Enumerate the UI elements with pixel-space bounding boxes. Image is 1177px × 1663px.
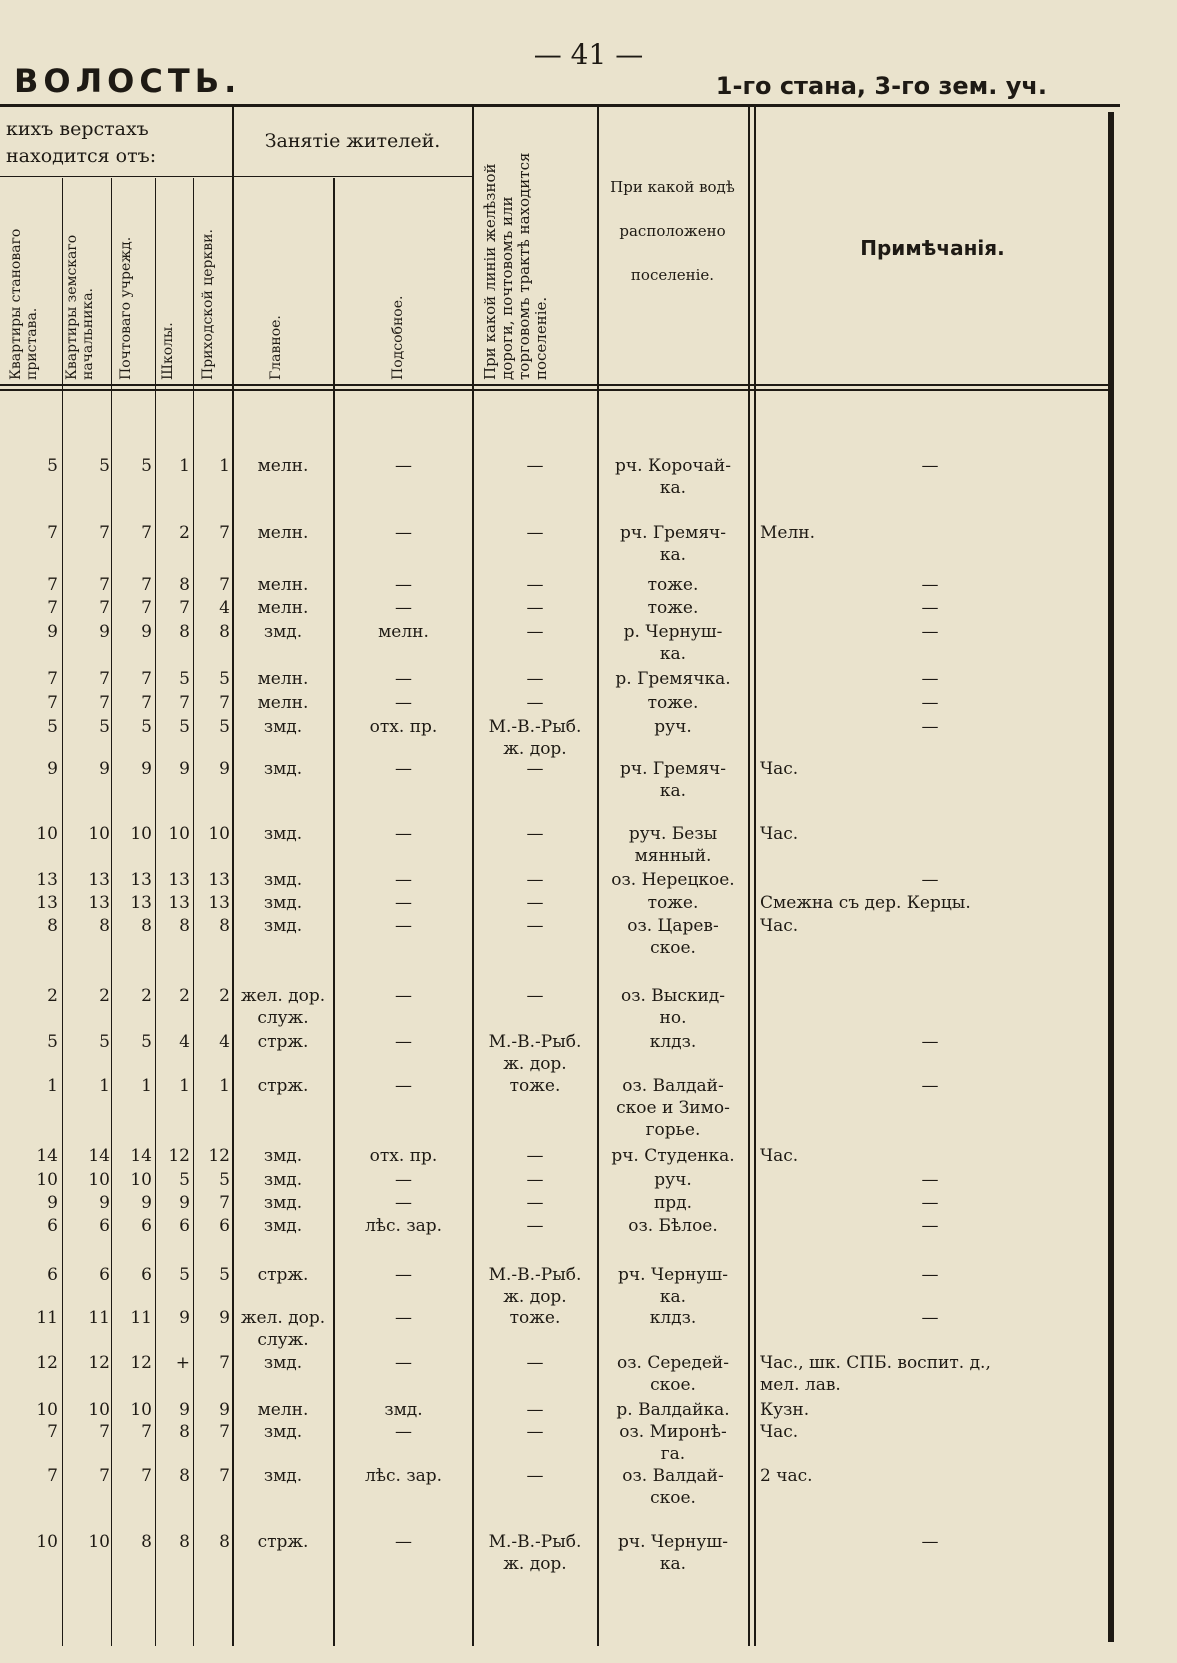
notes-column-header: Примѣчанія.: [860, 236, 1005, 260]
water-cell: оз. Миронѣ- га.: [619, 1422, 727, 1464]
distance-cell: 9: [47, 1193, 58, 1213]
distance-cell: 9: [47, 622, 58, 642]
distance-cell: 10: [36, 1532, 58, 1552]
aux-occupation-cell: —: [395, 1076, 412, 1096]
distance-cell: 12: [208, 1146, 230, 1166]
aux-occupation-cell: —: [395, 893, 412, 913]
notes-cell: —: [921, 669, 939, 689]
distance-cell: 8: [219, 1532, 230, 1552]
distance-cell: 9: [99, 622, 110, 642]
notes-cell: Час.: [760, 916, 799, 936]
distance-cell: 7: [99, 1466, 110, 1486]
distance-cell: 10: [36, 1170, 58, 1190]
distance-cell: 2: [219, 986, 230, 1006]
distance-cell: 10: [36, 824, 58, 844]
main-occupation-cell: мелн.: [257, 575, 309, 595]
road-cell: М.-В.-Рыб. ж. дор.: [488, 717, 582, 759]
distance-cell: +: [175, 1353, 190, 1373]
main-occupation-cell: змд.: [263, 1193, 303, 1213]
notes-cell: 2 час.: [760, 1466, 813, 1486]
distance-cell: 6: [141, 1216, 152, 1236]
distance-cell: 7: [141, 1466, 152, 1486]
aux-occupation-cell: —: [395, 1032, 412, 1052]
main-column-header: Главное.: [268, 315, 284, 380]
distance-cell: 5: [47, 717, 58, 737]
distance-cell: 7: [99, 693, 110, 713]
road-cell: —: [526, 1193, 544, 1213]
distance-cell: 11: [36, 1308, 58, 1328]
church-column-header: Приходской церкви.: [200, 229, 216, 380]
page-number: — 41 —: [533, 38, 644, 71]
distance-cell: 7: [99, 523, 110, 543]
road-cell: —: [526, 870, 544, 890]
distance-cell: 9: [99, 759, 110, 779]
distance-cell: 6: [219, 1216, 230, 1236]
water-cell: рч. Чернуш- ка.: [618, 1265, 728, 1307]
water-cell: оз. Нерецкое.: [611, 870, 735, 890]
notes-cell: Кузн.: [760, 1400, 810, 1420]
road-cell: тоже.: [509, 1076, 561, 1096]
distance-cell: 1: [99, 1076, 110, 1096]
aux-occupation-cell: мелн.: [378, 622, 429, 642]
distance-cell: 5: [99, 456, 110, 476]
main-occupation-cell: змд.: [263, 893, 303, 913]
road-cell: М.-В.-Рыб. ж. дор.: [488, 1532, 582, 1574]
distance-cell: 10: [88, 824, 110, 844]
distance-cell: 10: [88, 1532, 110, 1552]
distance-cell: 7: [219, 693, 230, 713]
distance-cell: 9: [179, 1308, 190, 1328]
distance-cell: 5: [219, 669, 230, 689]
distance-cell: 9: [99, 1193, 110, 1213]
distance-cell: 7: [47, 1422, 58, 1442]
road-cell: тоже.: [509, 1308, 561, 1328]
main-occupation-cell: змд.: [263, 1466, 303, 1486]
main-occupation-cell: змд.: [263, 717, 303, 737]
main-occupation-cell: мелн.: [257, 1400, 309, 1420]
distance-cell: 8: [179, 1422, 190, 1442]
distance-cell: 9: [141, 1193, 152, 1213]
distance-cell: 5: [179, 1170, 190, 1190]
distance-cell: 2: [99, 986, 110, 1006]
distance-cell: 10: [130, 824, 152, 844]
distance-cell: 7: [219, 1193, 230, 1213]
top-rule: [0, 104, 1120, 107]
water-cell: рч. Гремяч- ка.: [619, 523, 727, 565]
distance-cell: 7: [141, 693, 152, 713]
distance-cell: 7: [47, 598, 58, 618]
distance-cell: 13: [130, 870, 152, 890]
notes-cell: —: [921, 1032, 939, 1052]
distance-cell: 2: [179, 986, 190, 1006]
distance-cell: 5: [99, 717, 110, 737]
col-divider: [62, 178, 63, 1646]
water-cell: клдз.: [649, 1032, 697, 1052]
distance-cell: 10: [88, 1170, 110, 1190]
distance-cell: 14: [130, 1146, 152, 1166]
main-occupation-cell: стрж.: [257, 1532, 309, 1552]
notes-cell: —: [921, 622, 939, 642]
aux-occupation-cell: —: [395, 759, 412, 779]
distance-cell: 8: [179, 1532, 190, 1552]
distance-cell: 7: [141, 669, 152, 689]
main-occupation-cell: жел. дор. служ.: [240, 1308, 326, 1350]
distance-cell: 10: [208, 824, 230, 844]
main-occupation-cell: мелн.: [257, 523, 309, 543]
aux-occupation-cell: —: [395, 1532, 412, 1552]
distance-cell: 13: [88, 870, 110, 890]
road-cell: —: [526, 523, 544, 543]
stan-column-header: Квартиры становаго пристава.: [8, 228, 40, 380]
aux-occupation-cell: —: [395, 824, 412, 844]
road-cell: —: [526, 1422, 544, 1442]
aux-occupation-cell: —: [395, 1308, 412, 1328]
distance-cell: 7: [99, 598, 110, 618]
main-occupation-cell: стрж.: [257, 1076, 309, 1096]
distance-cell: 12: [168, 1146, 190, 1166]
road-cell: —: [526, 916, 544, 936]
distance-cell: 13: [36, 893, 58, 913]
distance-cell: 6: [47, 1265, 58, 1285]
road-cell: —: [526, 1146, 544, 1166]
aux-occupation-cell: отх. пр.: [369, 1146, 438, 1166]
water-cell: оз. Бѣлое.: [628, 1216, 718, 1236]
distance-cell: 1: [179, 456, 190, 476]
aux-occupation-cell: —: [395, 916, 412, 936]
notes-cell: —: [921, 598, 939, 618]
right-border: [1108, 112, 1114, 1642]
main-occupation-cell: змд.: [263, 1216, 303, 1236]
distance-cell: 13: [168, 870, 190, 890]
aux-occupation-cell: —: [395, 1170, 412, 1190]
main-occupation-cell: змд.: [263, 622, 303, 642]
water-cell: оз. Середей- ское.: [617, 1353, 729, 1395]
distance-cell: 1: [47, 1076, 58, 1096]
distance-cell: 7: [219, 1422, 230, 1442]
water-cell: рч. Чернуш- ка.: [618, 1532, 728, 1574]
aux-occupation-cell: —: [395, 1353, 412, 1373]
notes-cell: —: [921, 1193, 939, 1213]
road-cell: —: [526, 1216, 544, 1236]
water-cell: рч. Корочай- ка.: [615, 456, 731, 498]
distance-cell: 13: [36, 870, 58, 890]
header-sub-rule: [232, 176, 472, 177]
water-cell: тоже.: [647, 575, 699, 595]
road-cell: —: [526, 986, 544, 1006]
distance-cell: 9: [219, 759, 230, 779]
notes-cell: —: [921, 1532, 939, 1552]
distance-cell: 10: [36, 1400, 58, 1420]
distance-cell: 2: [179, 523, 190, 543]
distance-cell: 14: [88, 1146, 110, 1166]
notes-cell: Час.: [760, 824, 799, 844]
road-cell: —: [526, 693, 544, 713]
distance-cell: 7: [99, 669, 110, 689]
water-cell: оз. Валдай- ское и Зимо- горье.: [616, 1076, 730, 1140]
distance-cell: 7: [99, 1422, 110, 1442]
distance-cell: 12: [88, 1353, 110, 1373]
main-occupation-cell: мелн.: [257, 598, 309, 618]
aux-occupation-cell: —: [395, 693, 412, 713]
notes-cell: Мелн.: [760, 523, 816, 543]
road-cell: —: [526, 622, 544, 642]
road-cell: —: [526, 759, 544, 779]
notes-cell: —: [921, 717, 939, 737]
notes-cell: —: [921, 1076, 939, 1096]
aux-occupation-cell: змд.: [384, 1400, 423, 1420]
distance-cell: 9: [219, 1308, 230, 1328]
road-cell: —: [526, 575, 544, 595]
distance-cell: 7: [141, 575, 152, 595]
distance-cell: 7: [179, 598, 190, 618]
distance-cell: 1: [219, 1076, 230, 1096]
col-divider: [748, 106, 750, 1646]
distance-cell: 7: [141, 598, 152, 618]
distance-cell: 8: [179, 575, 190, 595]
distance-cell: 11: [130, 1308, 152, 1328]
aux-occupation-cell: —: [395, 986, 412, 1006]
header-sub-rule: [0, 176, 232, 177]
distance-cell: 10: [88, 1400, 110, 1420]
notes-cell: —: [921, 693, 939, 713]
water-cell: оз. Царев- ское.: [627, 916, 719, 958]
distance-cell: 9: [141, 622, 152, 642]
water-cell: рч. Студенка.: [611, 1146, 735, 1166]
school-column-header: Школы.: [160, 322, 176, 380]
main-occupation-cell: змд.: [263, 824, 303, 844]
road-cell: —: [526, 669, 544, 689]
notes-cell: —: [921, 870, 939, 890]
notes-cell: —: [921, 1170, 939, 1190]
notes-cell: Смежна съ дер. Керцы.: [760, 893, 971, 913]
distance-cell: 8: [179, 916, 190, 936]
distance-cell: 11: [88, 1308, 110, 1328]
aux-occupation-cell: —: [395, 669, 412, 689]
distance-cell: 6: [99, 1265, 110, 1285]
water-cell: тоже.: [647, 598, 699, 618]
notes-cell: Час., шк. СПБ. воспит. д., мел. лав.: [760, 1353, 991, 1395]
distance-cell: 5: [219, 717, 230, 737]
distance-cell: 10: [168, 824, 190, 844]
distance-cell: 5: [141, 1032, 152, 1052]
distance-cell: 8: [219, 916, 230, 936]
distance-cell: 12: [130, 1353, 152, 1373]
notes-cell: Час.: [760, 759, 799, 779]
col-divider: [597, 106, 599, 1646]
water-cell: прд.: [653, 1193, 693, 1213]
main-occupation-cell: мелн.: [257, 669, 309, 689]
aux-occupation-cell: —: [395, 598, 412, 618]
col-divider: [754, 106, 756, 1646]
road-cell: —: [526, 456, 544, 476]
distance-cell: 7: [47, 1466, 58, 1486]
water-cell: клдз.: [649, 1308, 697, 1328]
distance-cell: 5: [141, 456, 152, 476]
distance-cell: 7: [141, 523, 152, 543]
road-cell: —: [526, 1353, 544, 1373]
main-occupation-cell: змд.: [263, 1353, 303, 1373]
road-column-header: При какой линіи желѣзной дороги, почтовомъ или торговомъ трактѣ находится поселеніе.: [481, 152, 550, 380]
distance-cell: 5: [47, 456, 58, 476]
header-bottom-rule-2: [0, 389, 1108, 391]
notes-cell: Час.: [760, 1422, 799, 1442]
distance-cell: 12: [36, 1353, 58, 1373]
distance-cell: 8: [47, 916, 58, 936]
distance-cell: 9: [47, 759, 58, 779]
distance-cell: 13: [88, 893, 110, 913]
main-occupation-cell: мелн.: [257, 456, 309, 476]
notes-cell: Час.: [760, 1146, 799, 1166]
notes-cell: —: [921, 575, 939, 595]
notes-cell: —: [921, 456, 939, 476]
main-occupation-cell: змд.: [263, 1146, 303, 1166]
distance-cell: 7: [47, 523, 58, 543]
distance-cell: 8: [141, 916, 152, 936]
distance-cell: 8: [179, 1466, 190, 1486]
water-cell: руч. Безы мянный.: [628, 824, 718, 866]
col-divider: [333, 178, 335, 1646]
distance-cell: 9: [179, 759, 190, 779]
occupation-title: Занятіе жителей.: [264, 130, 441, 152]
main-occupation-cell: стрж.: [257, 1265, 309, 1285]
distance-cell: 5: [219, 1170, 230, 1190]
distance-cell: 5: [47, 1032, 58, 1052]
distance-cell: 9: [141, 759, 152, 779]
notes-cell: —: [921, 1308, 939, 1328]
main-occupation-cell: мелн.: [257, 693, 309, 713]
distance-cell: 13: [208, 870, 230, 890]
distance-cell: 7: [47, 575, 58, 595]
distance-cell: 7: [47, 693, 58, 713]
distance-cell: 13: [208, 893, 230, 913]
water-cell: руч.: [654, 1170, 692, 1190]
distance-cell: 5: [179, 717, 190, 737]
aux-occupation-cell: лѣс. зар.: [364, 1466, 443, 1486]
distance-cell: 9: [179, 1193, 190, 1213]
main-occupation-cell: жел. дор. служ.: [240, 986, 326, 1028]
water-cell: р. Валдайка.: [616, 1400, 730, 1420]
aux-occupation-cell: —: [395, 1265, 412, 1285]
distance-cell: 8: [141, 1532, 152, 1552]
distance-cell: 4: [219, 1032, 230, 1052]
distance-cell: 7: [179, 693, 190, 713]
main-occupation-cell: змд.: [263, 916, 303, 936]
road-cell: —: [526, 1170, 544, 1190]
water-cell: оз. Валдай- ское.: [622, 1466, 724, 1508]
distance-cell: 5: [179, 669, 190, 689]
water-cell: тоже.: [647, 893, 699, 913]
distance-cell: 4: [219, 598, 230, 618]
main-occupation-cell: стрж.: [257, 1032, 309, 1052]
distance-cell: 10: [130, 1170, 152, 1190]
distances-title: кихъ верстахъ находится отъ:: [6, 118, 157, 167]
main-occupation-cell: змд.: [263, 1422, 303, 1442]
distance-cell: 7: [219, 1466, 230, 1486]
road-cell: —: [526, 893, 544, 913]
water-column-header: При какой водѣ расположено поселеніе.: [610, 178, 735, 284]
main-occupation-cell: змд.: [263, 759, 303, 779]
road-cell: М.-В.-Рыб. ж. дор.: [488, 1265, 582, 1307]
distance-cell: 1: [141, 1076, 152, 1096]
distance-cell: 6: [99, 1216, 110, 1236]
aux-occupation-cell: —: [395, 1422, 412, 1442]
distance-cell: 7: [99, 575, 110, 595]
road-cell: —: [526, 1466, 544, 1486]
aux-occupation-cell: —: [395, 1193, 412, 1213]
aux-column-header: Подсобное.: [390, 295, 406, 380]
zemsky-column-header: Квартиры земскаго начальника.: [64, 234, 96, 380]
notes-cell: —: [921, 1216, 939, 1236]
distance-cell: 5: [179, 1265, 190, 1285]
distance-cell: 1: [219, 456, 230, 476]
main-occupation-cell: змд.: [263, 1170, 303, 1190]
water-cell: тоже.: [647, 693, 699, 713]
distance-cell: 5: [219, 1265, 230, 1285]
water-cell: р. Гремячка.: [615, 669, 731, 689]
water-cell: руч.: [654, 717, 692, 737]
distance-cell: 8: [99, 916, 110, 936]
road-cell: М.-В.-Рыб. ж. дор.: [488, 1032, 582, 1074]
distance-cell: 5: [99, 1032, 110, 1052]
notes-cell: —: [921, 1265, 939, 1285]
aux-occupation-cell: —: [395, 456, 412, 476]
distance-cell: 7: [141, 1422, 152, 1442]
main-occupation-cell: змд.: [263, 870, 303, 890]
header-bottom-rule: [0, 384, 1108, 386]
distance-cell: 8: [179, 622, 190, 642]
distance-cell: 7: [219, 1353, 230, 1373]
post-column-header: Почтоваго учрежд.: [118, 236, 134, 380]
distance-cell: 6: [179, 1216, 190, 1236]
aux-occupation-cell: лѣс. зар.: [364, 1216, 443, 1236]
aux-occupation-cell: —: [395, 523, 412, 543]
distance-cell: 2: [141, 986, 152, 1006]
distance-cell: 13: [130, 893, 152, 913]
distance-cell: 14: [36, 1146, 58, 1166]
road-cell: —: [526, 598, 544, 618]
road-cell: —: [526, 824, 544, 844]
distance-cell: 13: [168, 893, 190, 913]
distance-cell: 5: [141, 717, 152, 737]
distance-cell: 7: [47, 669, 58, 689]
distance-cell: 1: [179, 1076, 190, 1096]
distance-cell: 9: [179, 1400, 190, 1420]
distance-cell: 9: [219, 1400, 230, 1420]
water-cell: оз. Выскид- но.: [620, 986, 726, 1028]
water-cell: р. Чернуш- ка.: [623, 622, 723, 664]
volost-heading: ВОЛОСТЬ.: [14, 62, 242, 100]
aux-occupation-cell: —: [395, 870, 412, 890]
stan-heading: 1-го стана, 3-го зем. уч.: [715, 72, 1047, 100]
distance-cell: 8: [219, 622, 230, 642]
distance-cell: 2: [47, 986, 58, 1006]
aux-occupation-cell: —: [395, 575, 412, 595]
road-cell: —: [526, 1400, 544, 1420]
distance-cell: 6: [47, 1216, 58, 1236]
distance-cell: 7: [219, 575, 230, 595]
water-cell: рч. Гремяч- ка.: [619, 759, 727, 801]
distance-cell: 6: [141, 1265, 152, 1285]
distance-cell: 10: [130, 1400, 152, 1420]
distance-cell: 7: [219, 523, 230, 543]
aux-occupation-cell: отх. пр.: [369, 717, 438, 737]
distance-cell: 4: [179, 1032, 190, 1052]
